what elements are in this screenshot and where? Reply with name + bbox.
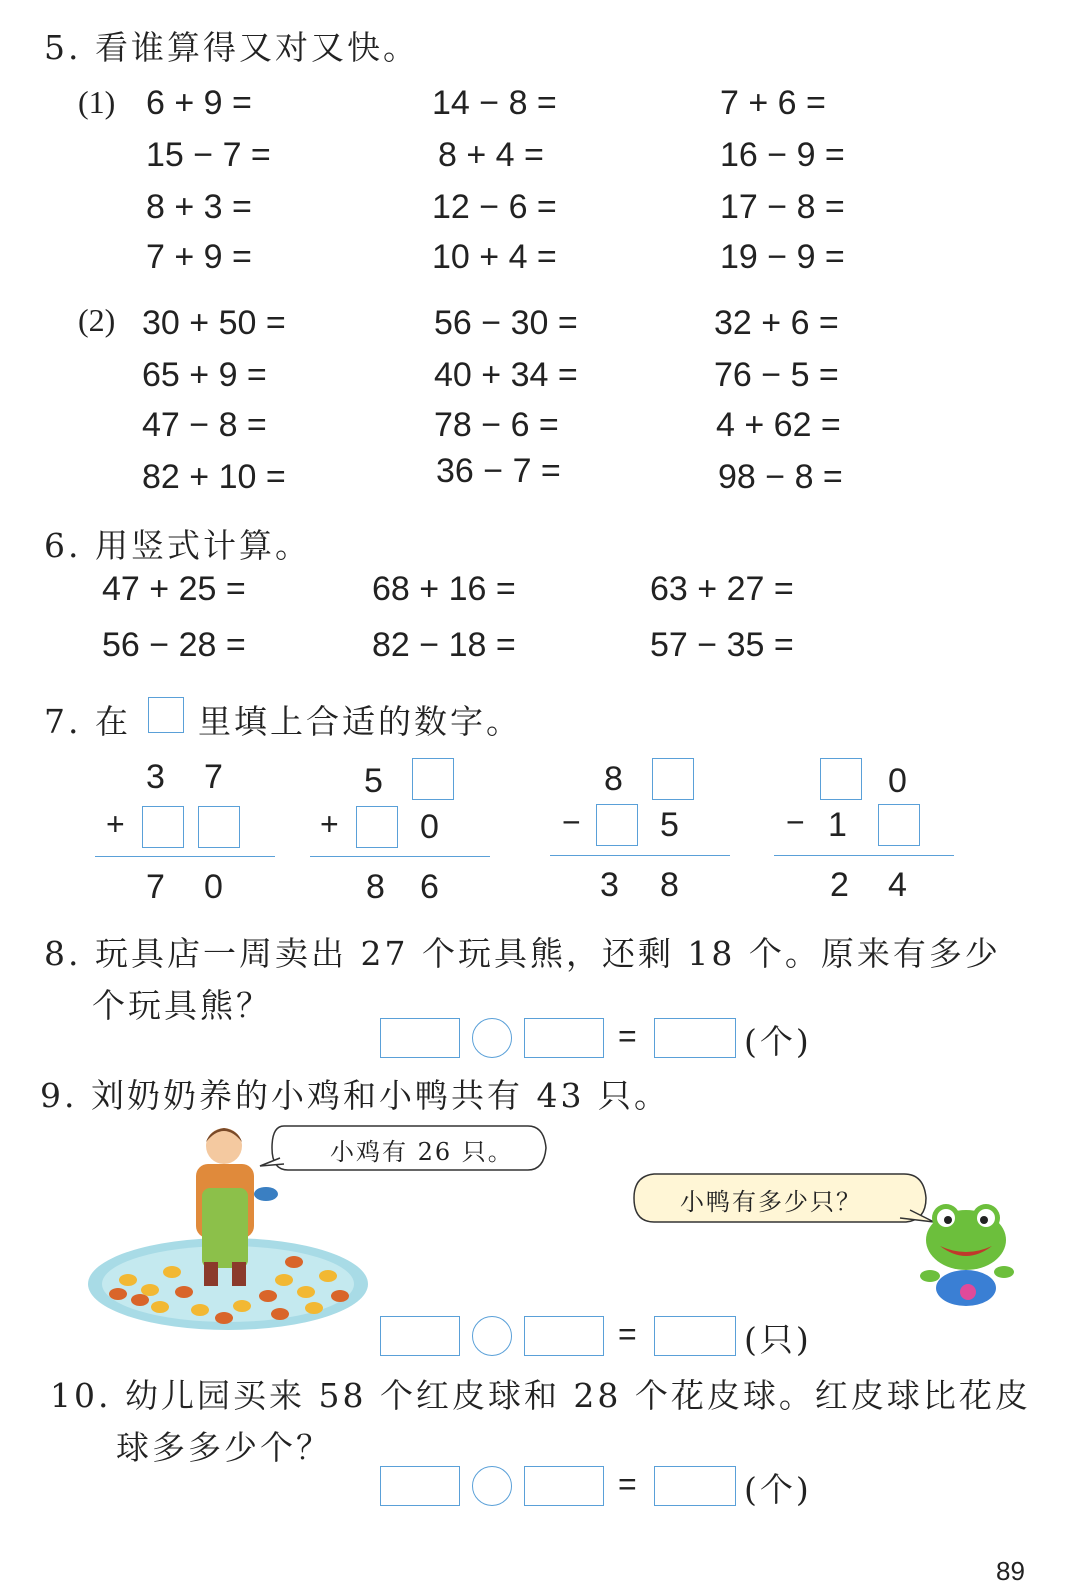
equals-sign: = [618, 1018, 637, 1054]
digit: 2 [830, 866, 849, 904]
expression: 47 + 25 = [102, 570, 246, 608]
minus-sign: − [786, 804, 805, 840]
frog-mascot-illustration [916, 1196, 1016, 1312]
equals-sign: = [618, 1466, 637, 1502]
expression: 56 − 28 = [102, 626, 246, 664]
expression: 12 − 6 = [432, 188, 557, 226]
digit: 8 [604, 760, 623, 798]
result-box[interactable] [654, 1316, 736, 1356]
expression: 98 − 8 = [718, 458, 843, 496]
q5-part1-label: (1) [78, 84, 116, 120]
operand-box[interactable] [380, 1466, 460, 1506]
sum-line [310, 856, 490, 857]
minus-sign: − [562, 804, 581, 840]
operator-circle[interactable] [472, 1018, 512, 1058]
digit: 8 [366, 868, 385, 906]
expression: 82 − 18 = [372, 626, 516, 664]
answer-box[interactable] [412, 758, 454, 800]
expression: 4 + 62 = [716, 406, 841, 444]
expression: 82 + 10 = [142, 458, 286, 496]
q9-title: 9. 刘奶奶养的小鸡和小鸭共有 43 只。 [40, 1076, 670, 1115]
operand-box[interactable] [524, 1466, 604, 1506]
expression: 8 + 3 = [146, 188, 252, 226]
expression: 14 − 8 = [432, 84, 557, 122]
expression: 7 + 9 = [146, 238, 252, 276]
digit: 4 [888, 866, 907, 904]
operator-circle[interactable] [472, 1316, 512, 1356]
expression: 15 − 7 = [146, 136, 271, 174]
expression: 68 + 16 = [372, 570, 516, 608]
answer-box[interactable] [652, 758, 694, 800]
expression: 8 + 4 = [438, 136, 544, 174]
answer-box[interactable] [596, 804, 638, 846]
expression: 7 + 6 = [720, 84, 826, 122]
expression: 65 + 9 = [142, 356, 267, 394]
digit: 5 [364, 762, 383, 800]
expression: 40 + 34 = [434, 356, 578, 394]
digit: 3 [600, 866, 619, 904]
result-box[interactable] [654, 1018, 736, 1058]
expression: 56 − 30 = [434, 304, 578, 342]
expression: 78 − 6 = [434, 406, 559, 444]
sum-line [95, 856, 275, 857]
q10-line2: 球多多少个？ [116, 1428, 332, 1467]
q7-title-suffix: 里填上合适的数字。 [198, 702, 522, 741]
q5-part2-label: (2) [78, 302, 116, 338]
unit-label: (只) [744, 1320, 812, 1359]
plus-sign: + [320, 806, 339, 842]
digit: 6 [420, 868, 439, 906]
answer-box[interactable] [142, 806, 184, 848]
page-number: 89 [996, 1556, 1025, 1586]
expression: 32 + 6 = [714, 304, 839, 342]
operand-box[interactable] [380, 1316, 460, 1356]
expression: 57 − 35 = [650, 626, 794, 664]
digit: 0 [888, 762, 907, 800]
expression: 6 + 9 = [146, 84, 252, 122]
expression: 76 − 5 = [714, 356, 839, 394]
digit: 0 [420, 808, 439, 846]
operand-box[interactable] [524, 1018, 604, 1058]
right-bubble-text: 小鸭有多少只？ [680, 1188, 862, 1216]
expression: 63 + 27 = [650, 570, 794, 608]
operator-circle[interactable] [472, 1466, 512, 1506]
answer-box[interactable] [820, 758, 862, 800]
expression: 30 + 50 = [142, 304, 286, 342]
q7-title-prefix: 7. 在 [44, 702, 131, 741]
q8-line2: 个玩具熊？ [92, 986, 272, 1025]
digit: 8 [660, 866, 679, 904]
operand-box[interactable] [524, 1316, 604, 1356]
equals-sign: = [618, 1316, 637, 1352]
difference-line [774, 855, 954, 856]
q5-title: 5. 看谁算得又对又快。 [44, 28, 419, 67]
digit: 5 [660, 806, 679, 844]
q8-line1: 8. 玩具店一周卖出 27 个玩具熊，还剩 18 个。原来有多少 [44, 934, 1001, 973]
digit: 7 [146, 868, 165, 906]
q10-line1: 10. 幼儿园买来 58 个红皮球和 28 个花皮球。红皮球比花皮 [50, 1376, 1031, 1415]
result-box[interactable] [654, 1466, 736, 1506]
operand-box[interactable] [380, 1018, 460, 1058]
expression: 36 − 7 = [436, 452, 561, 490]
answer-box[interactable] [356, 806, 398, 848]
expression: 19 − 9 = [720, 238, 845, 276]
sample-answer-box [148, 697, 184, 733]
unit-label: (个) [744, 1470, 812, 1509]
digit: 1 [828, 806, 847, 844]
left-bubble-text: 小鸡有 26 只。 [330, 1138, 514, 1166]
expression: 10 + 4 = [432, 238, 557, 276]
digit: 3 [146, 758, 165, 796]
digit: 7 [204, 758, 223, 796]
answer-box[interactable] [878, 804, 920, 846]
digit: 0 [204, 868, 223, 906]
expression: 17 − 8 = [720, 188, 845, 226]
q6-title: 6. 用竖式计算。 [44, 526, 311, 565]
expression: 16 − 9 = [720, 136, 845, 174]
expression: 47 − 8 = [142, 406, 267, 444]
difference-line [550, 855, 730, 856]
unit-label: (个) [744, 1022, 812, 1061]
plus-sign: + [106, 806, 125, 842]
answer-box[interactable] [198, 806, 240, 848]
